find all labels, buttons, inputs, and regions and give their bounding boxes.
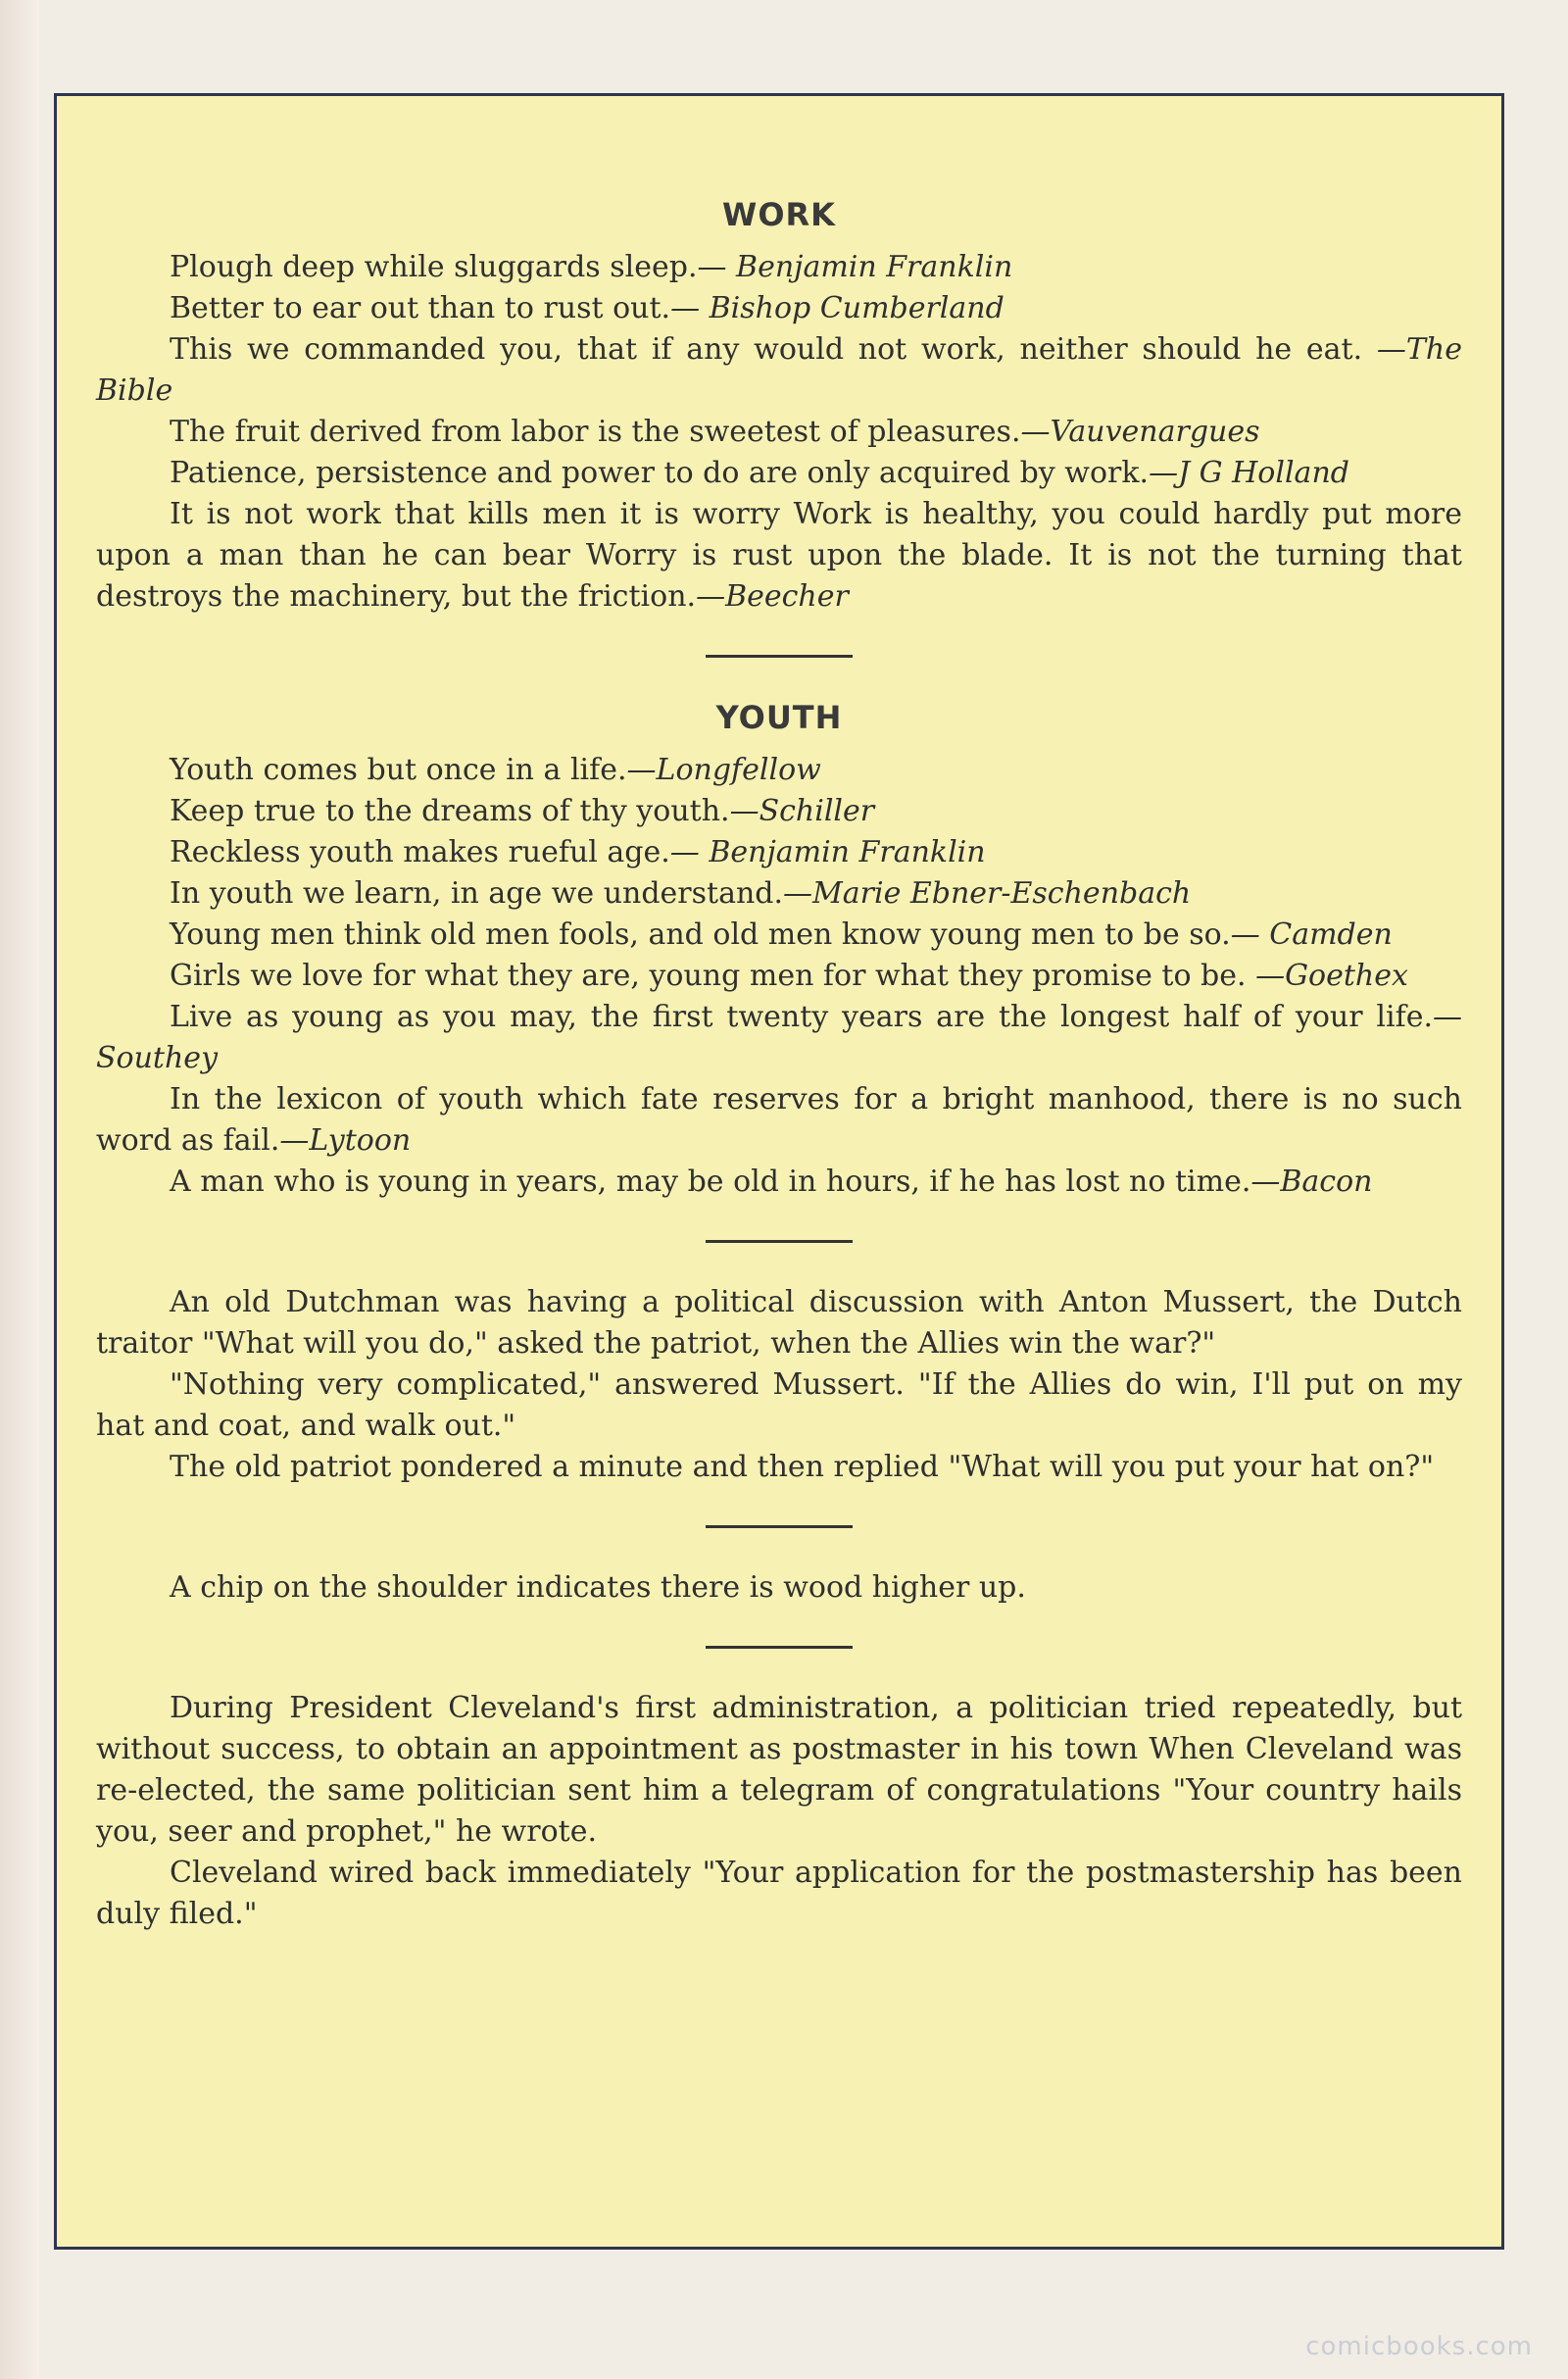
section-divider: [706, 1525, 853, 1528]
quote-text: Keep true to the dreams of thy youth.: [170, 794, 730, 828]
quote-author: —Marie Ebner-Eschenbach: [783, 876, 1192, 911]
quote-author: — Bishop Cumberland: [670, 291, 1004, 325]
quote: [96, 997, 1462, 1079]
quote: [96, 873, 1462, 915]
anecdote-paragraph: "Nothing very complicated," answered Mussert. "If the Allies do win, I'll put on my hat and coat, and walk out.": [96, 1367, 1462, 1443]
section-divider: [706, 655, 853, 658]
quote: [96, 1162, 1462, 1203]
section-divider: [706, 1240, 853, 1243]
quote-text: A man who is young in years, may be old in hours, if he has lost no time.: [170, 1165, 1251, 1199]
quote: [96, 412, 1462, 453]
quote: [96, 247, 1462, 288]
work-quotes: [96, 247, 1462, 618]
quote: [96, 791, 1462, 832]
quote: [96, 453, 1462, 494]
quote-text: Live as young as you may, the first twenty years are the longest half of your life.: [170, 1000, 1433, 1034]
quote-text: Better to ear out than to rust out.: [170, 291, 671, 325]
cleveland-anecdote: [96, 1688, 1462, 1935]
quote-author: —J G Holland: [1149, 456, 1349, 490]
quote-text: Youth comes but once in a life.: [170, 753, 627, 787]
youth-quotes: [96, 750, 1462, 1203]
quote-text: Girls we love for what they are, young men for what they promise to be.: [170, 959, 1247, 993]
quote: [96, 750, 1462, 791]
quote-author: — Benjamin Franklin: [697, 250, 1013, 284]
quote-author: —Longfellow: [626, 753, 821, 787]
quote-text: It is not work that kills men it is worry Work is healthy, you could hardly put more upon a man than he can bear Worry is rust upon the blade. It is not the turning that destroys the machinery, but the friction.: [96, 497, 1462, 614]
quote-text: Reckless youth makes rueful age.: [170, 835, 670, 869]
quote-author: —Lytoon: [279, 1123, 412, 1158]
quote-author: —Vauvenargues: [1020, 415, 1260, 449]
work-heading: WORK: [722, 196, 836, 233]
anecdote-paragraph: An old Dutchman was having a political discussion with Anton Mussert, the Dutch traitor "What will you do," asked the patriot, when the Allies win the war?": [96, 1285, 1462, 1361]
section-divider: [706, 1646, 853, 1649]
quote: [96, 494, 1462, 618]
quote-author: — Camden: [1230, 917, 1393, 952]
quote: [96, 832, 1462, 873]
panel-content: [96, 194, 1462, 1935]
quote-text: This we commanded you, that if any would not work, neither should he eat.: [170, 332, 1363, 367]
quote-author: —Goethex: [1255, 959, 1408, 993]
quote: [96, 1079, 1462, 1162]
quote-author: —Beecher: [696, 579, 849, 614]
quote: [96, 956, 1462, 997]
page-edge: [0, 0, 39, 2379]
quote: [96, 329, 1462, 412]
text-panel: [54, 93, 1504, 2250]
quote-text: The fruit derived from labor is the sweetest of pleasures.: [170, 415, 1021, 449]
quote-text: Plough deep while sluggards sleep.: [170, 250, 698, 284]
anecdote-paragraph: During President Cleveland's first administration, a politician tried repeatedly, but without success, to obtain an appointment as postmaster in his town When Cleveland was re-elected, the same politician sent him a telegram of congratulations "Your country hails you, seer and prophet," he wrote.: [96, 1691, 1462, 1849]
quote-text: In the lexicon of youth which fate reserves for a bright manhood, there is no such word as fail.: [96, 1082, 1462, 1158]
quote-author: —Bacon: [1250, 1165, 1373, 1199]
quote: [96, 288, 1462, 329]
mussert-anecdote: [96, 1282, 1462, 1488]
quote-author: —The Bible: [96, 332, 1462, 408]
chip-joke: A chip on the shoulder indicates there is wood higher up.: [170, 1570, 1026, 1605]
quote-author: —Southey: [96, 1000, 1462, 1075]
anecdote-paragraph: Cleveland wired back immediately "Your application for the postmastership has been duly filed.": [96, 1856, 1462, 1931]
site-watermark: comicbooks.com: [1305, 2332, 1533, 2361]
quote-text: Patience, persistence and power to do are only acquired by work.: [170, 456, 1150, 490]
quote-author: —Schiller: [729, 794, 875, 828]
quote-text: Young men think old men fools, and old men know young men to be so.: [170, 917, 1231, 952]
anecdote-paragraph: The old patriot pondered a minute and then replied "What will you put your hat on?": [170, 1450, 1435, 1484]
quote: [96, 915, 1462, 956]
quote-author: — Benjamin Franklin: [669, 835, 986, 869]
youth-heading: YOUTH: [715, 699, 843, 736]
quote-text: In youth we learn, in age we understand.: [170, 876, 784, 911]
